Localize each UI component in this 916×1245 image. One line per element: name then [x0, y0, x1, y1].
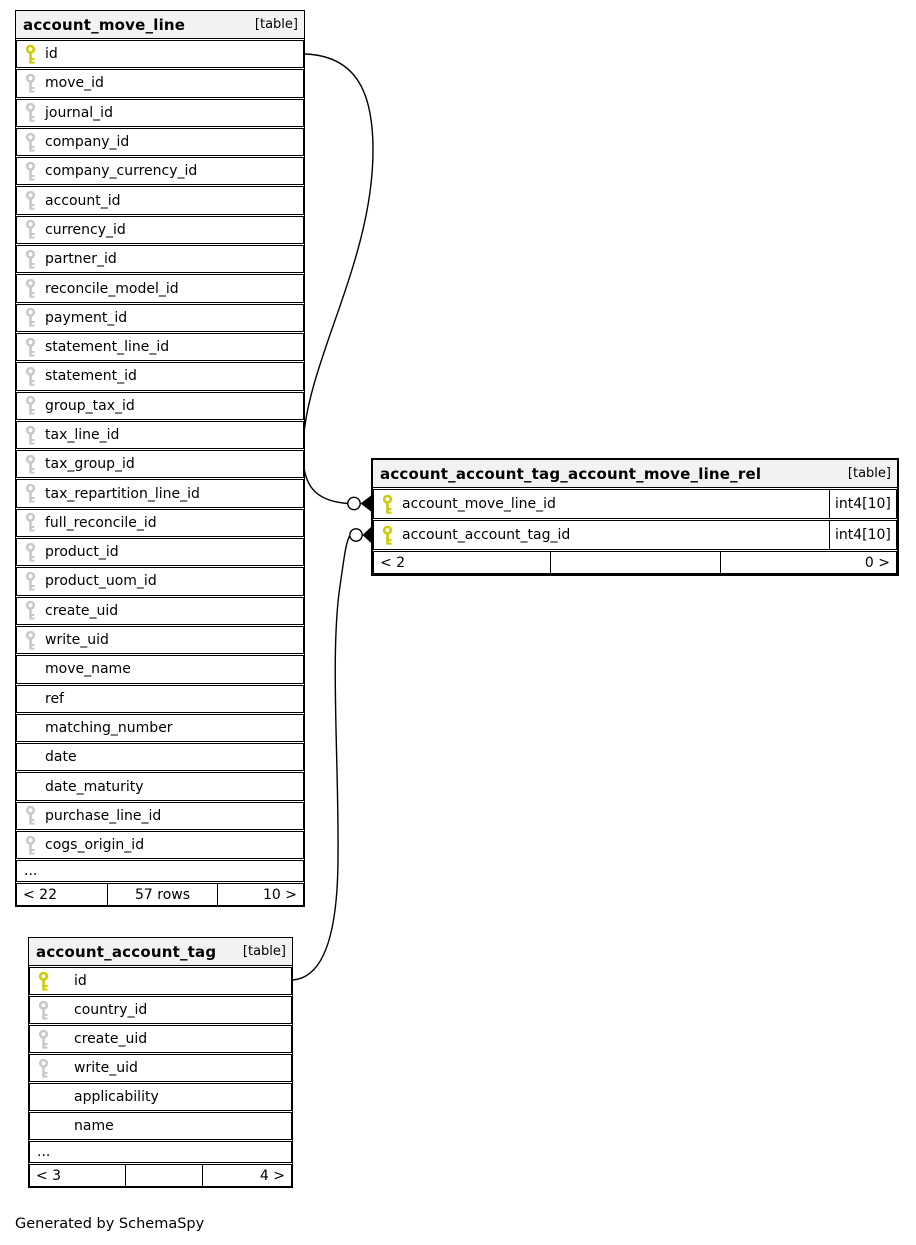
column-row: [16, 479, 304, 507]
table-type-badge: [table]: [242, 944, 286, 959]
footer-rows-count: 57 rows: [107, 884, 217, 905]
column-name: move_id: [45, 75, 104, 92]
column-row: [16, 655, 304, 683]
column-row: [16, 274, 304, 302]
key-cell: [17, 44, 43, 65]
table-title[interactable]: account_account_tag: [36, 942, 217, 961]
column-name: payment_id: [45, 309, 128, 326]
crow-foot-arrow-icon: [361, 496, 372, 512]
column-row: [16, 831, 304, 859]
column-name: move_name: [45, 661, 131, 678]
key-cell: [17, 307, 43, 328]
column-type: int4[10]: [829, 521, 896, 549]
column-row: [16, 685, 304, 713]
column-row: [16, 99, 304, 127]
column-name: account_id: [45, 192, 121, 209]
table-account_move_line: [15, 10, 305, 907]
key-cell: [17, 73, 43, 94]
primary-key-icon: [381, 494, 394, 515]
primary-key-icon: [381, 525, 394, 546]
key-cell: [17, 600, 43, 621]
column-name: tax_group_id: [45, 456, 135, 473]
column-name: write_uid: [45, 632, 109, 649]
foreign-key-icon: [24, 73, 37, 94]
footer-parents-count: < 2: [380, 554, 406, 571]
column-name: matching_number: [45, 719, 173, 736]
column-name: ref: [45, 690, 64, 707]
footer-parents-count: < 3: [36, 1167, 62, 1184]
key-cell: [17, 835, 43, 856]
key-cell: [17, 395, 43, 416]
foreign-key-icon: [24, 337, 37, 358]
foreign-key-icon: [37, 1029, 50, 1050]
key-cell: [17, 542, 43, 563]
table-header: [29, 938, 292, 966]
key-cell: [30, 1058, 56, 1079]
column-row: [373, 489, 897, 519]
foreign-key-icon: [24, 395, 37, 416]
column-row: [16, 40, 304, 68]
key-cell: [17, 161, 43, 182]
column-name: tax_repartition_line_id: [45, 485, 200, 502]
table-account_account_tag: [28, 937, 293, 1188]
column-name: id: [45, 46, 58, 63]
column-name: create_uid: [74, 1031, 148, 1047]
column-name: purchase_line_id: [45, 807, 162, 824]
table-account_account_tag_account_move_line_rel: [371, 458, 899, 576]
column-row: [16, 509, 304, 537]
column-row: [16, 333, 304, 361]
zero-or-many-circle-icon: [350, 529, 362, 541]
column-name: product_uom_id: [45, 573, 157, 590]
key-cell: [30, 1000, 56, 1021]
column-row: [16, 392, 304, 420]
column-row: [16, 304, 304, 332]
foreign-key-icon: [24, 835, 37, 856]
column-row: [16, 714, 304, 742]
key-cell: [374, 525, 400, 546]
column-row: [16, 450, 304, 478]
column-row: [16, 186, 304, 214]
foreign-key-icon: [37, 1000, 50, 1021]
column-row: [16, 772, 304, 800]
column-name: company_id: [45, 134, 130, 151]
foreign-key-icon: [24, 161, 37, 182]
primary-key-icon: [24, 44, 37, 65]
column-row: [16, 216, 304, 244]
generated-by-credit: Generated by SchemaSpy: [15, 1216, 205, 1232]
foreign-key-icon: [24, 425, 37, 446]
key-cell: [17, 805, 43, 826]
crow-foot-arrow-icon: [363, 527, 372, 543]
footer-children-count: 4 >: [202, 1165, 291, 1186]
column-row: [16, 597, 304, 625]
column-name: group_tax_id: [45, 397, 135, 414]
column-row: [373, 520, 897, 550]
key-cell: [17, 483, 43, 504]
table-type-badge: [table]: [254, 17, 298, 32]
column-name: name: [74, 1118, 114, 1134]
column-name: write_uid: [74, 1060, 138, 1076]
table-footer: [29, 1164, 292, 1187]
key-cell: [17, 219, 43, 240]
foreign-key-icon: [24, 102, 37, 123]
column-row: [29, 1112, 292, 1140]
key-cell: [17, 454, 43, 475]
column-row: [16, 538, 304, 566]
foreign-key-icon: [24, 600, 37, 621]
column-row: [29, 1054, 292, 1082]
column-name: create_uid: [45, 602, 119, 619]
table-footer: [373, 551, 897, 574]
column-name: id: [74, 973, 87, 989]
foreign-key-icon: [24, 483, 37, 504]
column-row: [16, 802, 304, 830]
column-name: account_account_tag_id: [402, 527, 571, 543]
foreign-key-icon: [37, 1058, 50, 1079]
column-name: product_id: [45, 544, 119, 561]
foreign-key-icon: [24, 454, 37, 475]
column-name: currency_id: [45, 221, 126, 238]
column-name: full_reconcile_id: [45, 514, 157, 531]
more-columns-ellipsis: ...: [16, 860, 304, 882]
key-cell: [30, 971, 56, 992]
footer-children-count: 0 >: [720, 552, 896, 573]
foreign-key-icon: [24, 132, 37, 153]
foreign-key-icon: [24, 805, 37, 826]
column-row: [16, 626, 304, 654]
key-cell: [17, 366, 43, 387]
foreign-key-icon: [24, 190, 37, 211]
table-header: [16, 11, 304, 39]
column-name: date_maturity: [45, 778, 144, 795]
column-name: journal_id: [45, 104, 113, 121]
footer-parents-count: < 22: [23, 886, 57, 903]
foreign-key-icon: [24, 366, 37, 387]
table-title[interactable]: account_move_line: [23, 15, 186, 34]
column-name: cogs_origin_id: [45, 837, 145, 854]
foreign-key-icon: [24, 630, 37, 651]
key-cell: [17, 571, 43, 592]
key-cell: [17, 512, 43, 533]
column-name: statement_line_id: [45, 339, 170, 356]
column-row: [29, 996, 292, 1024]
column-row: [16, 362, 304, 390]
foreign-key-icon: [24, 219, 37, 240]
key-cell: [17, 630, 43, 651]
table-title[interactable]: account_account_tag_account_move_line_rel: [380, 464, 762, 483]
column-row: [29, 1083, 292, 1111]
foreign-key-icon: [24, 512, 37, 533]
column-name: applicability: [74, 1089, 159, 1105]
table-footer: [16, 883, 304, 906]
foreign-key-icon: [24, 571, 37, 592]
key-cell: [17, 249, 43, 270]
footer-rows-count: [125, 1165, 202, 1186]
key-cell: [17, 337, 43, 358]
column-row: [16, 157, 304, 185]
primary-key-icon: [37, 971, 50, 992]
foreign-key-icon: [24, 542, 37, 563]
column-name: account_move_line_id: [402, 496, 556, 512]
column-row: [16, 567, 304, 595]
key-cell: [374, 494, 400, 515]
column-name: partner_id: [45, 251, 117, 268]
relationship-account_move_line-to-rel-table: [303, 54, 373, 512]
key-cell: [17, 425, 43, 446]
column-name: date: [45, 749, 77, 766]
column-row: [16, 421, 304, 449]
foreign-key-icon: [24, 278, 37, 299]
key-cell: [17, 278, 43, 299]
column-row: [16, 245, 304, 273]
key-cell: [30, 1029, 56, 1050]
more-columns-ellipsis: ...: [29, 1141, 292, 1163]
relationship-line: [303, 54, 373, 504]
zero-or-many-circle-icon: [348, 497, 360, 509]
footer-rows-count: [550, 552, 720, 573]
key-cell: [17, 132, 43, 153]
table-type-badge: [table]: [847, 466, 891, 481]
foreign-key-icon: [24, 249, 37, 270]
column-name: reconcile_model_id: [45, 280, 179, 297]
column-name: country_id: [74, 1002, 148, 1018]
column-row: [29, 967, 292, 995]
key-cell: [17, 190, 43, 211]
column-row: [16, 743, 304, 771]
column-name: company_currency_id: [45, 163, 198, 180]
foreign-key-icon: [24, 307, 37, 328]
footer-children-count: 10 >: [217, 884, 303, 905]
column-row: [16, 69, 304, 97]
column-name: tax_line_id: [45, 427, 120, 443]
key-cell: [17, 102, 43, 123]
column-row: [16, 128, 304, 156]
column-type: int4[10]: [829, 490, 896, 518]
column-name: statement_id: [45, 368, 137, 385]
column-row: [29, 1025, 292, 1053]
table-header: [373, 460, 897, 488]
